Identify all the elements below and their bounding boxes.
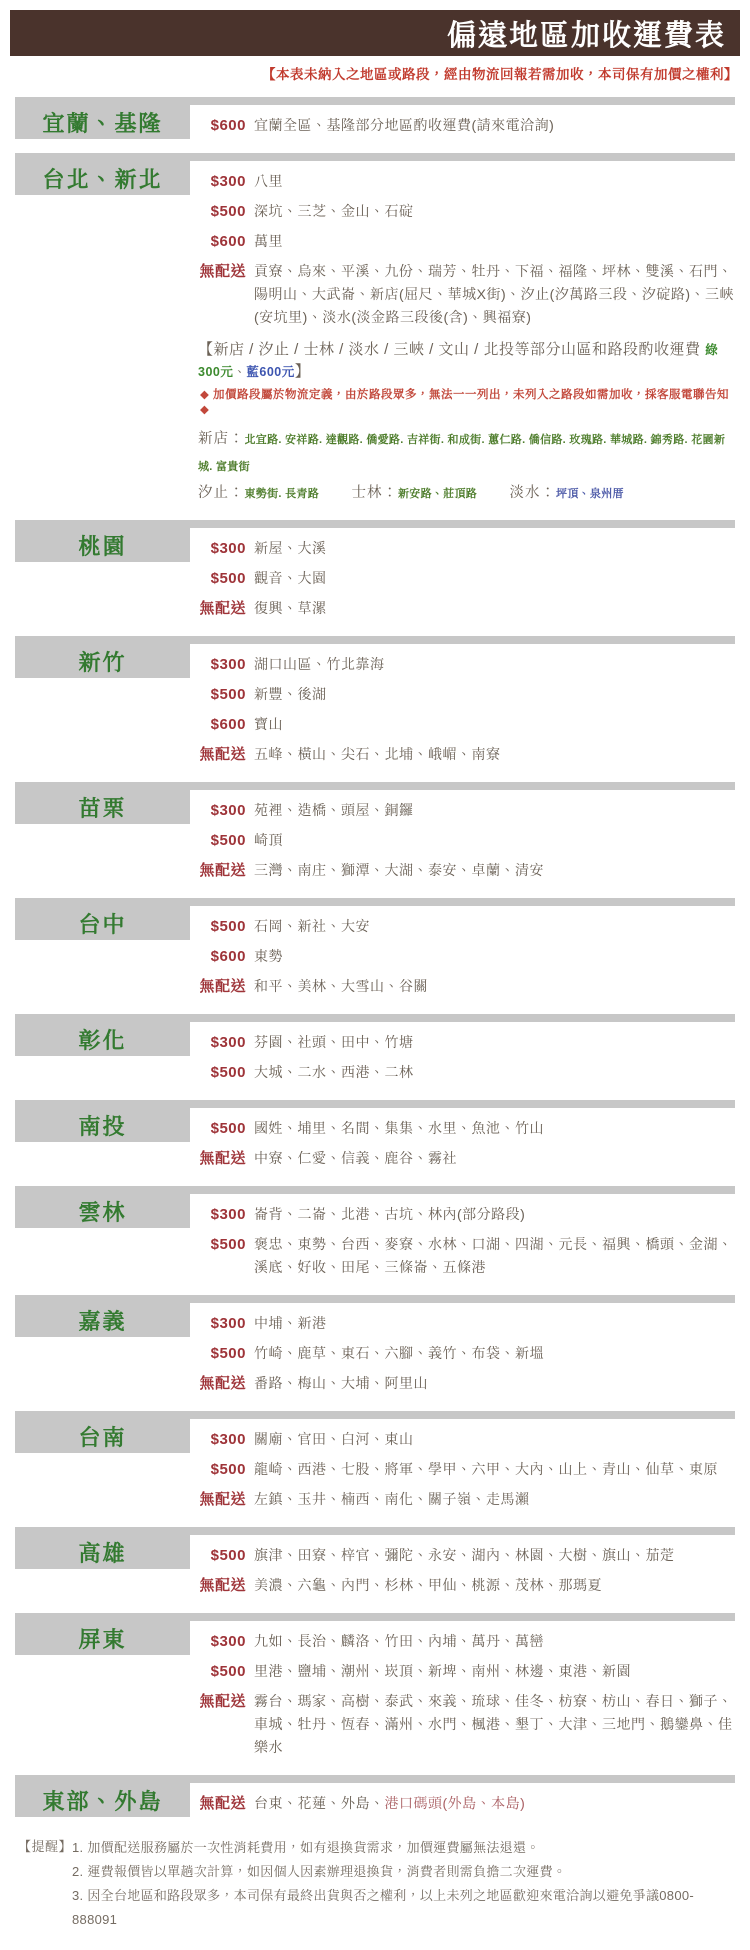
fee-row xyxy=(198,1428,735,1451)
fee-amount: $300 xyxy=(210,1034,246,1051)
section-divider-strip xyxy=(15,1100,735,1108)
fee-amount: 無配送 xyxy=(199,600,246,617)
region-name: 台南 xyxy=(78,1424,127,1450)
region-label-box xyxy=(15,1108,190,1142)
footer-reminder-lines xyxy=(72,1836,735,1932)
section-divider-strip xyxy=(15,636,735,644)
note-green-fee: 綠300元 xyxy=(198,343,719,379)
fee-amount: 無配送 xyxy=(199,263,246,280)
region-name: 桃園 xyxy=(78,533,127,559)
region-label-box xyxy=(15,1783,190,1817)
fee-rows xyxy=(190,1621,735,1768)
fee-amount: $600 xyxy=(210,117,246,134)
area-list xyxy=(246,683,735,706)
area-list xyxy=(246,945,735,968)
region-section xyxy=(15,97,735,146)
area-list xyxy=(246,799,735,822)
fee-amount: $300 xyxy=(210,802,246,819)
region-section xyxy=(15,782,735,891)
area-names-highlight: 港口碼頭(外島、本島) xyxy=(384,1795,526,1811)
fee-row xyxy=(198,799,735,822)
fee-amount: $500 xyxy=(210,832,246,849)
area-names: 湖口山區、竹北靠海 xyxy=(254,656,385,672)
fee-row xyxy=(198,567,735,590)
fee-amount: $300 xyxy=(210,1206,246,1223)
fee-amount: 無配送 xyxy=(199,1577,246,1594)
fee-row xyxy=(198,975,735,998)
area-names: 龍崎、西港、七股、將軍、學甲、六甲、大內、山上、青山、仙草、東原 xyxy=(254,1461,718,1477)
area-names: 崎頂 xyxy=(254,832,283,848)
fee-amount: $300 xyxy=(210,1315,246,1332)
page-title: 偏遠地區加收運費表 xyxy=(446,19,726,52)
fee-row xyxy=(198,200,735,223)
fee-rows xyxy=(190,161,735,513)
region-section xyxy=(15,1014,735,1093)
region-label-box xyxy=(15,161,190,195)
note-headline-close: 】 xyxy=(294,363,311,380)
region-name: 台北、新北 xyxy=(42,166,163,192)
fee-row xyxy=(198,1660,735,1683)
footer-notes xyxy=(18,1836,735,1932)
fee-amount: $500 xyxy=(210,686,246,703)
fee-row xyxy=(198,1574,735,1597)
fee-amount: $500 xyxy=(210,1064,246,1081)
region-name: 新竹 xyxy=(78,649,127,675)
area-names: 美濃、六龜、內門、杉林、甲仙、桃源、茂林、那瑪夏 xyxy=(254,1577,602,1593)
fee-amount: 無配送 xyxy=(199,1375,246,1392)
area-names: 竹崎、鹿草、東石、六腳、義竹、布袋、新塭 xyxy=(254,1345,544,1361)
area-names: 芬園、社頭、田中、竹塘 xyxy=(254,1034,414,1050)
area-names: 貢寮、烏來、平溪、九份、瑞芳、牡丹、下福、福隆、坪林、雙溪、石門、陽明山、大武崙、新店(屈尺、華城X街)、汐止(汐萬路三段、汐碇路)、三峽(安坑里)、淡水(淡金路三段後(含)、興福寮) xyxy=(254,263,734,325)
area-names: 和平、美林、大雪山、谷關 xyxy=(254,978,428,994)
fee-row xyxy=(198,915,735,938)
note-headline xyxy=(198,339,735,383)
area-list xyxy=(246,597,735,620)
area-list xyxy=(246,1233,735,1279)
fee-amount: $500 xyxy=(210,1547,246,1564)
fee-amount: 無配送 xyxy=(199,978,246,995)
region-section xyxy=(15,520,735,629)
area-list xyxy=(246,567,735,590)
road-list xyxy=(198,484,323,501)
region-section xyxy=(15,898,735,1007)
region-name: 宜蘭、基隆 xyxy=(42,110,163,136)
region-name: 東部、外島 xyxy=(42,1788,163,1814)
area-names: 寶山 xyxy=(254,716,283,732)
area-names: 苑裡、造橋、頭屋、銅鑼 xyxy=(254,802,414,818)
fee-row xyxy=(198,260,735,329)
area-list xyxy=(246,743,735,766)
road-list-names: 東勢街. 長青路 xyxy=(244,488,320,500)
fee-amount: $500 xyxy=(210,1461,246,1478)
section-divider-strip xyxy=(15,1527,735,1535)
area-list xyxy=(246,1428,735,1451)
area-list xyxy=(246,260,735,329)
road-list xyxy=(510,484,624,501)
area-list xyxy=(246,859,735,882)
fee-rows xyxy=(190,528,735,629)
section-divider-strip xyxy=(15,97,735,105)
area-list xyxy=(246,114,735,137)
fee-amount: $500 xyxy=(210,1663,246,1680)
fee-row xyxy=(198,597,735,620)
fee-row xyxy=(198,1061,735,1084)
note-blue-fee: 藍600元 xyxy=(246,365,295,379)
road-list-names: 北宜路. 安祥路. 達觀路. 僑愛路. 吉祥街. 和成街. 蕙仁路. 僑信路. 玫瑰路. 華城路. 錦秀路. 花園新城. 富貴街 xyxy=(198,434,726,473)
region-section xyxy=(15,1295,735,1404)
fee-amount: $500 xyxy=(210,1120,246,1137)
area-names: 復興、草漯 xyxy=(254,600,327,616)
fee-row xyxy=(198,859,735,882)
region-label-box xyxy=(15,1022,190,1056)
fee-row xyxy=(198,683,735,706)
area-list xyxy=(246,1574,735,1597)
footer-reminder-line: 3. 因全台地區和路段眾多，本司保有最終出貨與否之權利，以上未列之地區歡迎來電洽詢以避免爭議0800-888091 xyxy=(72,1888,695,1927)
area-names: 旗津、田寮、梓官、彌陀、永安、湖內、林園、大樹、旗山、茄萣 xyxy=(254,1547,675,1563)
fee-row xyxy=(198,537,735,560)
footer-reminder-label: 【提醒】 xyxy=(18,1839,73,1854)
fee-amount: $300 xyxy=(210,173,246,190)
area-names: 新屋、大溪 xyxy=(254,540,327,556)
region-section xyxy=(15,1527,735,1606)
fee-amount: $500 xyxy=(210,203,246,220)
footer-reminder-line: 2. 運費報價皆以單趟次計算，如因個人因素辦理退換貨，消費者則需負擔二次運費。 xyxy=(72,1864,567,1879)
area-list xyxy=(246,1792,735,1815)
fee-row xyxy=(198,1792,735,1815)
area-list xyxy=(246,1312,735,1335)
region-section xyxy=(15,1186,735,1288)
fee-row xyxy=(198,1342,735,1365)
fee-row xyxy=(198,1147,735,1170)
area-list xyxy=(246,1690,735,1759)
fee-row xyxy=(198,1544,735,1567)
area-list xyxy=(246,230,735,253)
region-label-box xyxy=(15,644,190,678)
region-section xyxy=(15,1411,735,1520)
remote-area-fee-table xyxy=(0,10,750,1950)
fee-rows xyxy=(190,1303,735,1404)
fee-rows xyxy=(190,1783,735,1824)
road-list xyxy=(198,426,735,480)
fee-row xyxy=(198,743,735,766)
area-names: 宜蘭全區、基隆部分地區酌收運費(請來電洽詢) xyxy=(254,117,555,133)
area-list xyxy=(246,975,735,998)
section-divider-strip xyxy=(15,898,735,906)
region-label-box xyxy=(15,1303,190,1337)
area-names: 萬里 xyxy=(254,233,283,249)
fee-amount: 無配送 xyxy=(199,1150,246,1167)
fee-amount: 無配送 xyxy=(199,1795,246,1812)
area-names: 左鎮、玉井、楠西、南化、關子嶺、走馬瀨 xyxy=(254,1491,530,1507)
area-names: 新豐、後湖 xyxy=(254,686,327,702)
fee-row xyxy=(198,170,735,193)
region-section xyxy=(15,1100,735,1179)
area-list xyxy=(246,653,735,676)
section-divider-strip xyxy=(15,1613,735,1621)
mountain-road-note xyxy=(198,339,735,507)
region-label-box xyxy=(15,528,190,562)
road-list-names: 新安路、莊頂路 xyxy=(397,488,478,500)
note-separator: 、 xyxy=(233,365,247,379)
region-section xyxy=(15,636,735,775)
fee-rows xyxy=(190,105,735,146)
road-list-district: 新店： xyxy=(198,431,245,447)
area-list xyxy=(246,915,735,938)
area-names: 台東、花蓮、外島、 xyxy=(254,1795,385,1811)
area-names: 五峰、橫山、尖石、北埔、峨嵋、南寮 xyxy=(254,746,501,762)
area-list xyxy=(246,1630,735,1653)
road-list-district: 汐止： xyxy=(198,485,245,501)
region-name: 台中 xyxy=(78,911,127,937)
section-divider-strip xyxy=(15,782,735,790)
fee-row xyxy=(198,1233,735,1279)
area-list xyxy=(246,1342,735,1365)
fee-amount: $500 xyxy=(210,1345,246,1362)
area-names: 九如、長治、麟洛、竹田、內埔、萬丹、萬巒 xyxy=(254,1633,544,1649)
fee-row xyxy=(198,713,735,736)
fee-amount: $600 xyxy=(210,233,246,250)
area-list xyxy=(246,1203,735,1226)
fee-rows xyxy=(190,790,735,891)
section-divider-strip xyxy=(15,1014,735,1022)
header-bar xyxy=(10,10,740,56)
fee-amount: $500 xyxy=(210,570,246,587)
region-label-box xyxy=(15,1419,190,1453)
section-divider-strip xyxy=(15,1775,735,1783)
road-list-names: 坪頂、泉州厝 xyxy=(556,488,624,500)
section-divider-strip xyxy=(15,520,735,528)
area-names: 中埔、新港 xyxy=(254,1315,327,1331)
fee-rows xyxy=(190,1419,735,1520)
area-names: 番路、梅山、大埔、阿里山 xyxy=(254,1375,428,1391)
area-list xyxy=(246,200,735,223)
area-list xyxy=(246,1372,735,1395)
fee-amount: $300 xyxy=(210,1633,246,1650)
fee-row xyxy=(198,114,735,137)
area-names: 八里 xyxy=(254,173,283,189)
region-name: 屏東 xyxy=(78,1626,127,1652)
fee-rows xyxy=(190,1022,735,1093)
region-name: 嘉義 xyxy=(78,1308,127,1334)
section-divider-strip xyxy=(15,153,735,161)
area-names: 石岡、新社、大安 xyxy=(254,918,370,934)
area-list xyxy=(246,1660,735,1683)
fee-row xyxy=(198,1031,735,1054)
fee-row xyxy=(198,653,735,676)
note-road-lists xyxy=(198,426,735,507)
region-label-box xyxy=(15,1535,190,1569)
fee-row xyxy=(198,945,735,968)
region-section xyxy=(15,1613,735,1768)
area-list xyxy=(246,1544,735,1567)
fee-row xyxy=(198,1203,735,1226)
region-name: 南投 xyxy=(78,1113,127,1139)
region-section xyxy=(15,153,735,513)
fee-amount: $300 xyxy=(210,540,246,557)
area-names: 東勢 xyxy=(254,948,283,964)
note-headline-text: 【新店 / 汐止 / 士林 / 淡水 / 三峽 / 文山 / 北投等部分山區和路段酌收運費 xyxy=(198,341,706,358)
fee-amount: $500 xyxy=(210,1236,246,1253)
fee-row xyxy=(198,829,735,852)
area-list xyxy=(246,1458,735,1481)
area-list xyxy=(246,537,735,560)
footer-reminder-line: 1. 加價配送服務屬於一次性消耗費用，如有退換貨需求，加價運費屬無法退還。 xyxy=(72,1840,540,1855)
fee-row xyxy=(198,1117,735,1140)
fee-amount: $600 xyxy=(210,716,246,733)
area-names: 國姓、埔里、名間、集集、水里、魚池、竹山 xyxy=(254,1120,544,1136)
fee-row xyxy=(198,1458,735,1481)
area-names: 里港、鹽埔、潮州、崁頂、新埤、南州、林邊、東港、新園 xyxy=(254,1663,631,1679)
header-disclaimer: 【本表未納入之地區或路段，經由物流回報若需加收，本司保有加價之權利】 xyxy=(262,67,738,82)
fee-row xyxy=(198,1372,735,1395)
area-list xyxy=(246,1147,735,1170)
area-names: 霧台、瑪家、高樹、泰武、來義、琉球、佳冬、枋寮、枋山、春日、獅子、車城、牡丹、恆春、滿州、水門、楓港、墾丁、大津、三地門、鵝鑾鼻、佳樂水 xyxy=(254,1693,733,1755)
area-list xyxy=(246,1031,735,1054)
fee-amount: $500 xyxy=(210,918,246,935)
region-label-box xyxy=(15,1621,190,1655)
fee-row xyxy=(198,230,735,253)
region-name: 雲林 xyxy=(78,1199,127,1225)
fee-amount: $300 xyxy=(210,1431,246,1448)
area-list xyxy=(246,713,735,736)
area-names: 觀音、大園 xyxy=(254,570,327,586)
region-label-box xyxy=(15,906,190,940)
region-name: 苗栗 xyxy=(78,795,127,821)
fee-amount: 無配送 xyxy=(199,746,246,763)
region-section xyxy=(15,1775,735,1824)
section-divider-strip xyxy=(15,1295,735,1303)
area-names: 大城、二水、西港、二林 xyxy=(254,1064,414,1080)
fee-row xyxy=(198,1488,735,1511)
region-name: 彰化 xyxy=(78,1027,127,1053)
fee-row xyxy=(198,1312,735,1335)
area-list xyxy=(246,1488,735,1511)
road-list xyxy=(351,484,481,501)
area-names: 褒忠、東勢、台西、麥寮、水林、口湖、四湖、元長、福興、橋頭、金湖、溪底、好收、田尾、三條崙、五條港 xyxy=(254,1236,733,1275)
region-label-box xyxy=(15,1194,190,1228)
area-names: 崙背、二崙、北港、古坑、林內(部分路段) xyxy=(254,1206,526,1222)
fee-amount: 無配送 xyxy=(199,1693,246,1710)
fee-rows xyxy=(190,906,735,1007)
fee-row xyxy=(198,1630,735,1653)
fee-row xyxy=(198,1690,735,1759)
fee-rows xyxy=(190,1194,735,1288)
area-names: 深坑、三芝、金山、石碇 xyxy=(254,203,414,219)
region-name: 高雄 xyxy=(78,1540,127,1566)
area-list xyxy=(246,170,735,193)
area-list xyxy=(246,1061,735,1084)
area-names: 三灣、南庄、獅潭、大湖、泰安、卓蘭、清安 xyxy=(254,862,544,878)
road-list-district: 士林： xyxy=(351,485,398,501)
fee-amount: $300 xyxy=(210,656,246,673)
region-label-box xyxy=(15,105,190,139)
road-list-district: 淡水： xyxy=(509,485,557,501)
region-sections xyxy=(0,97,750,1824)
area-list xyxy=(246,829,735,852)
section-divider-strip xyxy=(15,1411,735,1419)
fee-amount: 無配送 xyxy=(199,1491,246,1508)
fee-rows xyxy=(190,1108,735,1179)
fee-rows xyxy=(190,644,735,775)
region-label-box xyxy=(15,790,190,824)
area-names: 關廟、官田、白河、東山 xyxy=(254,1431,414,1447)
area-names: 中寮、仁愛、信義、鹿谷、霧社 xyxy=(254,1150,457,1166)
area-list xyxy=(246,1117,735,1140)
fee-rows xyxy=(190,1535,735,1606)
note-warning: ◆ 加價路段屬於物流定義，由於路段眾多，無法一一列出，未列入之路段如需加收，採客服電聯告知 ◆ xyxy=(200,389,730,416)
section-divider-strip xyxy=(15,1186,735,1194)
fee-amount: 無配送 xyxy=(199,862,246,879)
fee-amount: $600 xyxy=(210,948,246,965)
